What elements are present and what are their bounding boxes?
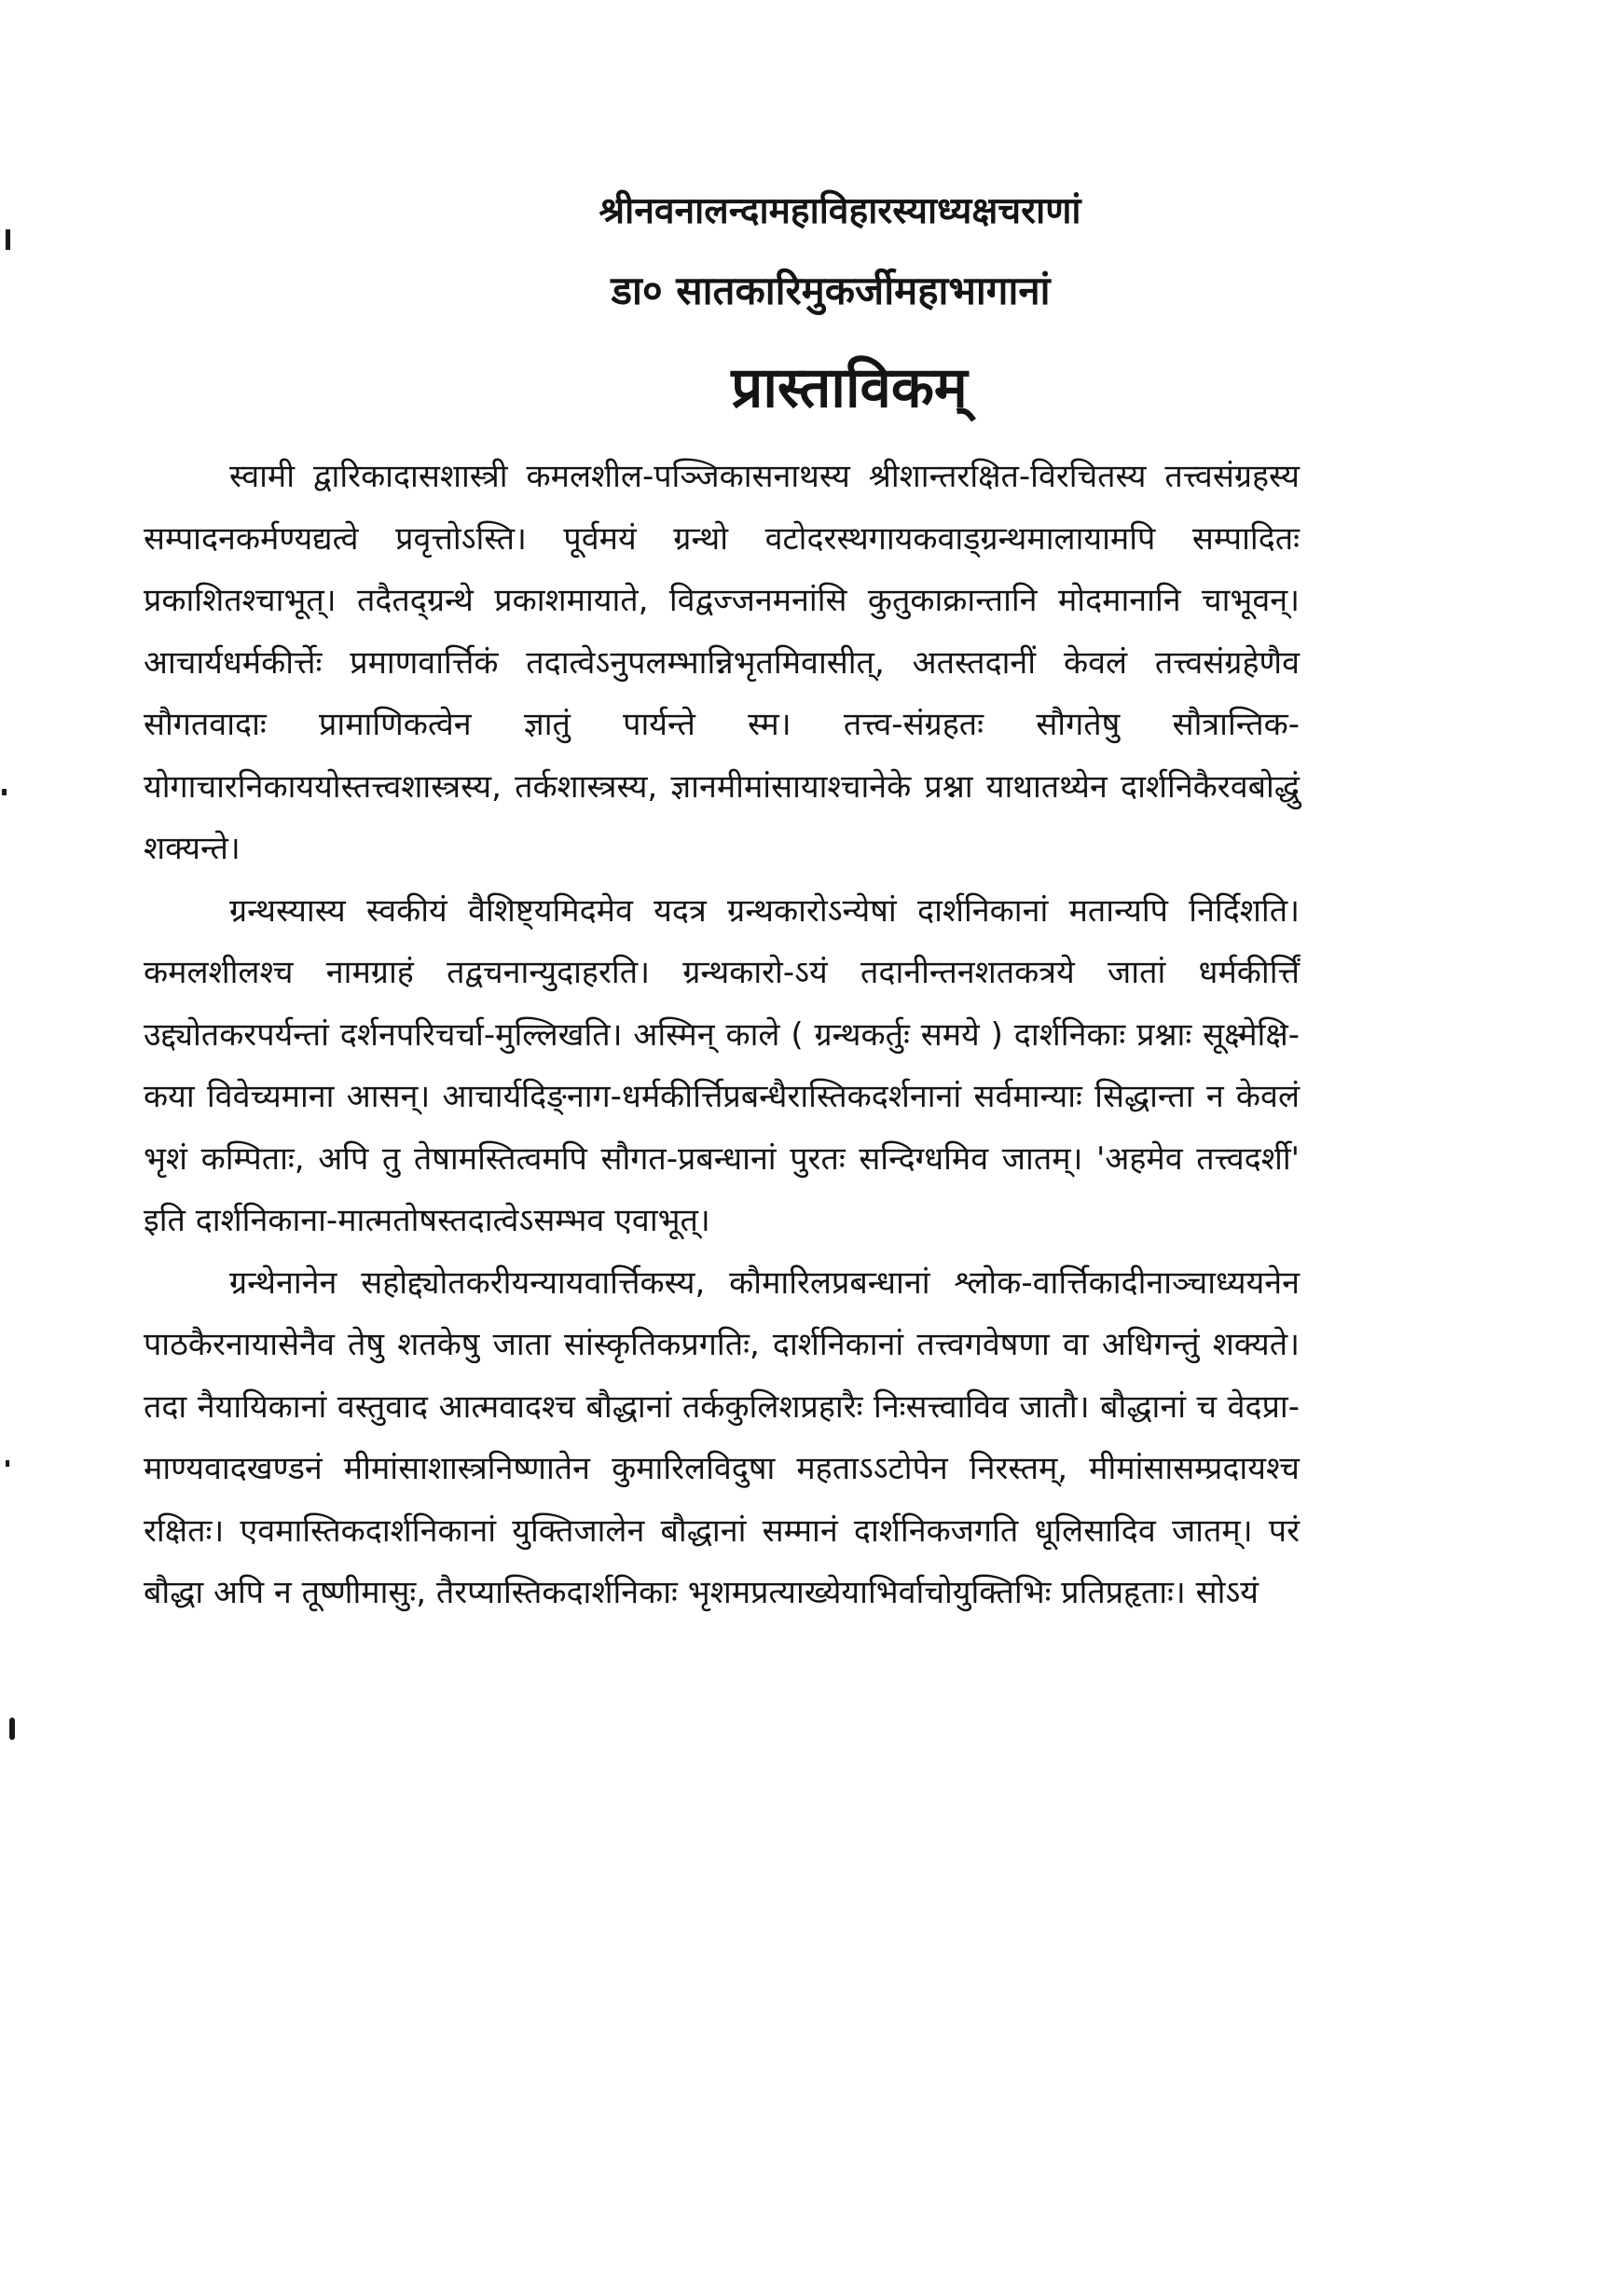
heading-line-2: डा० सातकारिमुकर्जीमहाभागानां [611,268,1051,313]
paragraph-1-text: स्वामी द्वारिकादासशास्त्री कमलशील-पञ्जिकासनाथस्य श्रीशान्तरक्षित-विरचितस्य तत्त्वसंग्रहस्य सम्पादनकर्मण्यद्यत्वे प्रवृत्तोऽस्ति। पूर्वमयं ग्रन्थो वटोदरस्थगायकवाड्ग्रन्थमालायामपि सम्पादितः प्रकाशितश्चाभूत्। तदैतद्ग्रन्थे प्रकाशमायाते, विद्वज्जनमनांसि कुतुकाक्रान्तानि मोदमानानि चाभूवन्। आचार्यधर्मकीर्त्तेः प्रमाणवार्त्तिकं तदात्वेऽनुपलम्भान्निभृतमिवासीत्, अतस्तदानीं केवलं तत्त्वसंग्रहेणैव सौगतवादाः प्रामाणिकत्वेन ज्ञातुं पार्यन्ते स्म। तत्त्व-संग्रहतः सौगतेषु सौत्रान्तिक-योगाचारनिकाययोस्तत्त्वशास्त्रस्य, तर्कशास्त्रस्य, ज्ञानमीमांसायाश्चानेके प्रश्ना याथातथ्येन दार्शनिकैरवबोद्धुं शक्यन्ते। [144,458,1300,867]
paragraph-1 [144,446,1300,880]
heading-line-1: श्रीनवनालन्दामहाविहारस्याध्यक्षचराणां [599,190,1081,232]
body-text [144,446,1300,1624]
paragraph-3-text: ग्रन्थेनानेन सहोद्द्योतकरीयन्यायवार्त्तिकस्य, कौमारिलप्रबन्धानां श्लोक-वार्त्तिकादीनाञ्चाध्ययनेन पाठकैरनायासेनैव तेषु शतकेषु जाता सांस्कृतिकप्रगतिः, दार्शनिकानां तत्त्वगवेषणा वा अधिगन्तुं शक्यते। तदा नैयायिकानां वस्तुवाद आत्मवादश्च बौद्धानां तर्ककुलिशप्रहारैः निःसत्त्वाविव जातौ। बौद्धानां च वेदप्रा-माण्यवादखण्डनं मीमांसाशास्त्रनिष्णातेन कुमारिलविदुषा महताऽऽटोपेन निरस्तम्, मीमांसासम्प्रदायश्च रक्षितः। एवमास्तिकदार्शनिकानां युक्तिजालेन बौद्धानां सम्मानं दार्शनिकजगति धूलिसादिव जातम्। परं बौद्धा अपि न तूष्णीमासुः, तैरप्यास्तिकदार्शनिकाः भृशमप्रत्याख्येयाभिर्वाचोयुक्तिभिः प्रतिप्रहृताः। सोऽयं [144,1263,1300,1611]
scan-mark-lower [6,1460,9,1467]
page-title: प्रास्ताविकम् [731,355,968,421]
paragraph-2 [144,880,1300,1252]
scan-mark-middle [2,789,7,795]
scan-mark-bottom [9,1718,15,1740]
paragraph-2-text: ग्रन्थस्यास्य स्वकीयं वैशिष्ट्यमिदमेव यदत्र ग्रन्थकारोऽन्येषां दार्शनिकानां मतान्यपि निर्दिशति। कमलशीलश्च नामग्राहं तद्वचनान्युदाहरति। ग्रन्थकारो-ऽयं तदानीन्तनशतकत्रये जातां धर्मकीर्त्तिं उद्द्योतकरपर्यन्तां दर्शनपरिचर्चा-मुल्लिखति। अस्मिन् काले ( ग्रन्थकर्तुः समये ) दार्शनिकाः प्रश्नाः सूक्ष्मेक्षि-कया विवेच्यमाना आसन्। आचार्यदिङ्नाग-धर्मकीर्त्तिप्रबन्धैरास्तिकदर्शनानां सर्वमान्याः सिद्धान्ता न केवलं भृशं कम्पिताः, अपि तु तेषामस्तित्वमपि सौगत-प्रबन्धानां पुरतः सन्दिग्धमिव जातम्। 'अहमेव तत्त्वदर्शी' इति दार्शनिकाना-मात्मतोषस्तदात्वेऽसम्भव एवाभूत्। [144,891,1300,1239]
paragraph-3 [144,1252,1300,1624]
